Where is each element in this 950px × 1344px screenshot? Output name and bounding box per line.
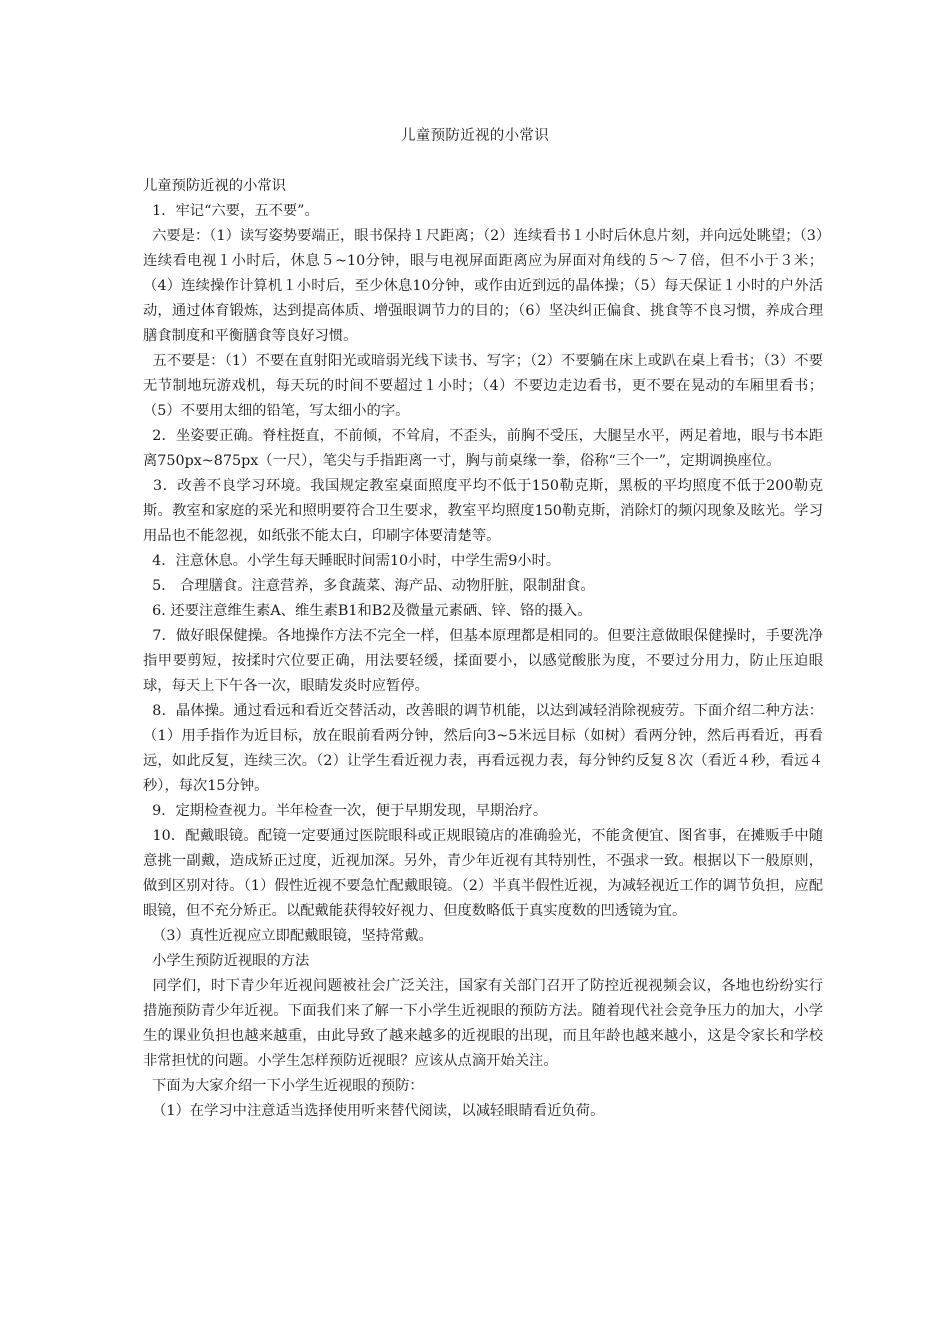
paragraph-1: 1．牢记“六要，五不要”。 — [143, 203, 319, 219]
subheading: 小学生预防近视眼的方法 — [143, 953, 310, 969]
paragraph-10-3: （3）真性近视应立即配戴眼镜，坚持常戴。 — [143, 928, 433, 944]
paragraph-7: 7．做好眼保健操。各地操作方法不完全一样，但基本原理都是相同的。但要注意做眼保健操时，手要洗净指甲要剪短，按揉时穴位要正确，用法要轻缓，揉面要小，以感觉酸胀为度，不要过分用力，防止压迫眼球，每天上下午各一次，眼睛发炎时应暂停。 — [143, 628, 823, 694]
paragraph-8: 8．晶体操。通过看远和看近交替活动，改善眼的调节机能，以达到减轻消除视疲劳。下面介绍二种方法：（1）用手指作为近目标，放在眼前看两分钟，然后向3~5米远目标（如树）看两分钟，然后再看近，再看远，如此反复，连续三次。（2）让学生看近视力表，再看远视力表，每分钟约反复８次（看近４秒，看远４秒），每次15分钟。 — [143, 703, 823, 794]
paragraph-9: 9．定期检查视力。半年检查一次，便于早期发现，早期治疗。 — [143, 803, 548, 819]
paragraph-4: 4．注意休息。小学生每天睡眠时间需10小时，中学生需9小时。 — [143, 553, 561, 569]
paragraph-five-donts: 五不要是：（1）不要在直射阳光或暗弱光线下读书、写字；（2）不要躺在床上或趴在桌上看书；（3）不要无节制地玩游戏机，每天玩的时间不要超过１小时；（4）不要边走边看书，更不要在晃动的车厢里看书；（5）不要用太细的铅笔，写太细小的字。 — [143, 353, 823, 419]
paragraph-intro: 同学们，时下青少年近视问题被社会广泛关注，国家有关部门召开了防控近视视频会议，各地也纷纷实行措施预防青少年近视。下面我们来了解一下小学生近视眼的预防方法。随着现代社会竞争压力的加大，小学生的课业负担也越来越重，由此导致了越来越多的近视眼的出现，而且年龄也越来越小，这是令家长和学校非常担忧的问题。小学生怎样预防近视眼？应该从点滴开始关注。 — [143, 978, 823, 1069]
document-body — [143, 174, 823, 1124]
paragraph-3: 3．改善不良学习环境。我国规定教室桌面照度平均不低于150勒克斯，黑板的平均照度不低于200勒克斯。教室和家庭的采光和照明要符合卫生要求，教室平均照度150勒克斯，消除灯的频闪现象及眩光。学习用品也不能忽视，如纸张不能太白，印刷字体要清楚等。 — [143, 478, 823, 544]
paragraph-2: 2．坐姿要正确。脊柱挺直，不前倾，不耸肩，不歪头，前胸不受压，大腿呈水平，两足着地，眼与书本距离750px~875px（一尺），笔尖与手指距离一寸，胸与前桌缘一拳，俗称“三个一”，定期调换座位。 — [143, 428, 823, 469]
paragraph-10: 10．配戴眼镜。配镜一定要通过医院眼科或正规眼镜店的准确验光，不能贪便宜、图省事，在摊贩手中随意挑一副戴，造成矫正过度，近视加深。另外，青少年近视有其特别性，不强求一致。根据以下一般原则，做到区别对待。（1）假性近视不要急忙配戴眼镜。（2）半真半假性近视，为减轻视近工作的调节负担，应配眼镜，但不充分矫正。以配戴能获得较好视力、但度数略低于真实度数的凹透镜为宜。 — [143, 828, 824, 919]
paragraph-six-musts: 六要是：（1）读写姿势要端正，眼书保持１尺距离；（2）连续看书１小时后休息片刻，并向远处眺望；（3）连续看电视１小时后，休息５~10分钟，眼与电视屏面距离应为屏面对角线的５～７倍，但不小于３米；（4）连续操作计算机１小时后，至少休息10分钟，或作由近到远的晶体操；（5）每天保证１小时的户外活动，通过体育锻炼，达到提高体质、增强眼调节力的目的；（6）坚决纠正偏食、挑食等不良习惯，养成合理膳食制度和平衡膳食等良好习惯。 — [143, 228, 824, 344]
section-heading: 儿童预防近视的小常识 — [143, 178, 286, 194]
paragraph-lead: 下面为大家介绍一下小学生近视眼的预防： — [143, 1078, 424, 1094]
paragraph-tip-1: （1）在学习中注意适当选择使用听来替代阅读，以减轻眼睛看近负荷。 — [143, 1103, 605, 1119]
paragraph-5: 5． 合理膳食。注意营养，多食蔬菜、海产品、动物肝脏，限制甜食。 — [143, 578, 595, 594]
paragraph-6: 6. 还要注意维生素A、维生素B1和B2及微量元素硒、锌、铬的摄入。 — [143, 603, 592, 619]
document-title: 儿童预防近视的小常识 — [401, 128, 549, 144]
